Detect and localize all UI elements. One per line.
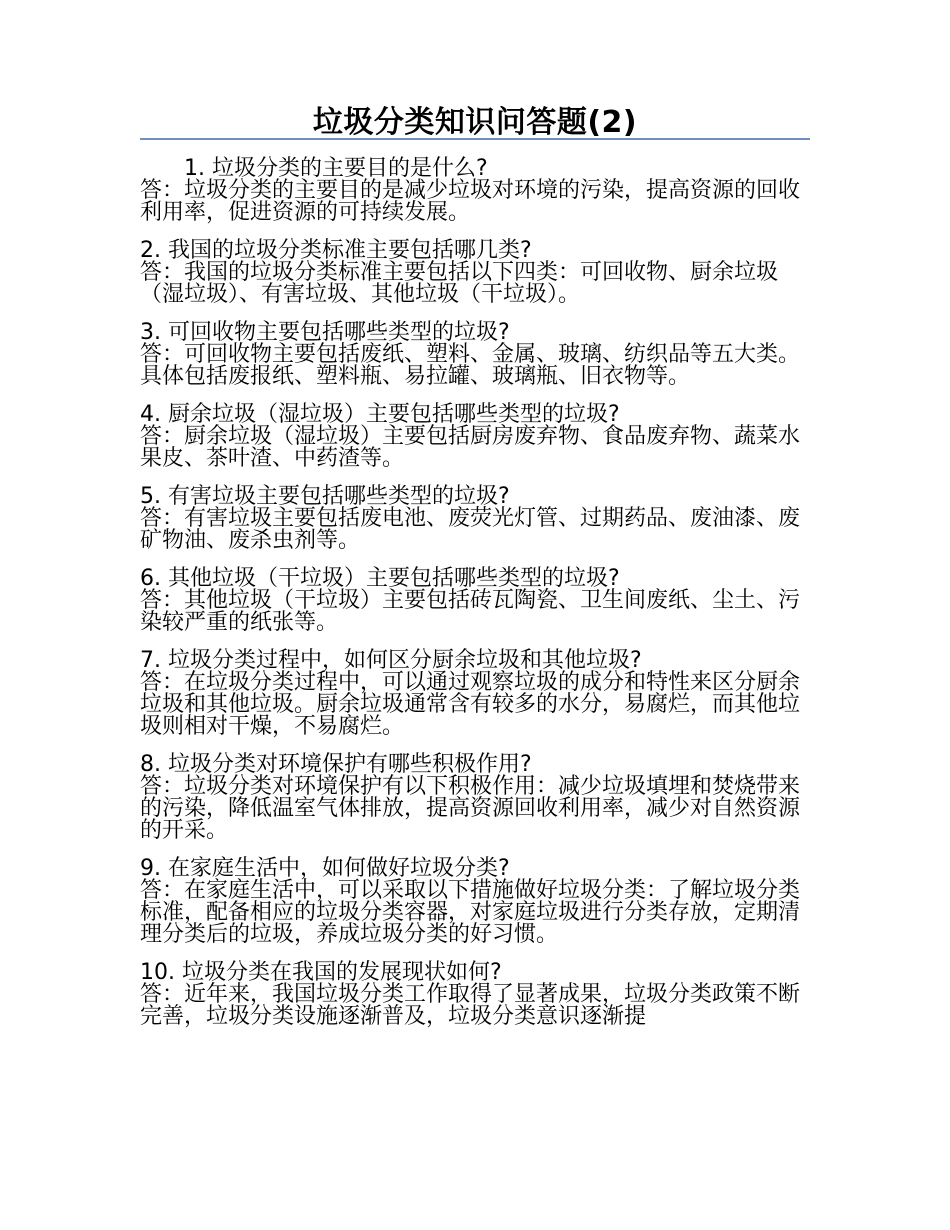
qa-item-6 [140, 568, 810, 634]
answer-3: 答：可回收物主要包括废纸、塑料、金属、玻璃、纺织品等五大类。具体包括废报纸、塑料瓶、易拉罐、玻璃瓶、旧衣物等。 [140, 342, 801, 389]
qa-item-7 [140, 650, 810, 738]
qa-item-4 [140, 404, 810, 470]
answer-7: 答：在垃圾分类过程中，可以通过观察垃圾的成分和特性来区分厨余垃圾和其他垃圾。厨余垃圾通常含有较多的水分，易腐烂，而其他垃圾则相对干燥，不易腐烂。 [140, 670, 801, 739]
question-10: 10. 垃圾分类在我国的发展现状如何? [140, 960, 502, 985]
answer-10: 答：近年来，我国垃圾分类工作取得了显著成果，垃圾分类政策不断完善，垃圾分类设施逐渐普及，垃圾分类意识逐渐提 [140, 982, 801, 1029]
question-7: 7. 垃圾分类过程中，如何区分厨余垃圾和其他垃圾? [140, 648, 642, 673]
qa-item-2 [140, 240, 810, 306]
answer-4: 答：厨余垃圾（湿垃圾）主要包括厨房废弃物、食品废弃物、蔬菜水果皮、茶叶渣、中药渣等。 [140, 424, 801, 471]
question-8: 8. 垃圾分类对环境保护有哪些积极作用? [140, 752, 532, 777]
question-5: 5. 有害垃圾主要包括哪些类型的垃圾? [140, 484, 510, 509]
question-2: 2. 我国的垃圾分类标准主要包括哪几类? [140, 238, 532, 263]
answer-6: 答：其他垃圾（干垃圾）主要包括砖瓦陶瓷、卫生间废纸、尘土、污染较严重的纸张等。 [140, 588, 801, 635]
answer-9: 答：在家庭生活中，可以采取以下措施做好垃圾分类：了解垃圾分类标准，配备相应的垃圾分类容器，对家庭垃圾进行分类存放，定期清理分类后的垃圾，养成垃圾分类的好习惯。 [140, 878, 801, 947]
qa-item-3 [140, 322, 810, 388]
title-underline [140, 138, 810, 140]
qa-item-1 [140, 158, 810, 224]
document-title: 垃圾分类知识问答题(2) [312, 105, 638, 140]
question-9: 9. 在家庭生活中，如何做好垃圾分类? [140, 856, 510, 881]
qa-item-9 [140, 858, 810, 946]
answer-2: 答：我国的垃圾分类标准主要包括以下四类：可回收物、厨余垃圾（湿垃圾）、有害垃圾、其他垃圾（干垃圾）。 [140, 260, 779, 307]
question-1: 1. 垃圾分类的主要目的是什么? [184, 156, 488, 181]
question-4: 4. 厨余垃圾（湿垃圾）主要包括哪些类型的垃圾? [140, 402, 620, 427]
qa-item-10 [140, 962, 810, 1028]
question-3: 3. 可回收物主要包括哪些类型的垃圾? [140, 320, 510, 345]
qa-item-8 [140, 754, 810, 842]
answer-5: 答：有害垃圾主要包括废电池、废荧光灯管、过期药品、废油漆、废矿物油、废杀虫剂等。 [140, 506, 801, 553]
qa-list [140, 158, 810, 1044]
answer-1: 答：垃圾分类的主要目的是减少垃圾对环境的污染，提高资源的回收利用率，促进资源的可持续发展。 [140, 178, 801, 225]
qa-item-5 [140, 486, 810, 552]
question-6: 6. 其他垃圾（干垃圾）主要包括哪些类型的垃圾? [140, 566, 620, 591]
answer-8: 答：垃圾分类对环境保护有以下积极作用：减少垃圾填埋和焚烧带来的污染，降低温室气体排放，提高资源回收利用率，减少对自然资源的开采。 [140, 774, 801, 843]
